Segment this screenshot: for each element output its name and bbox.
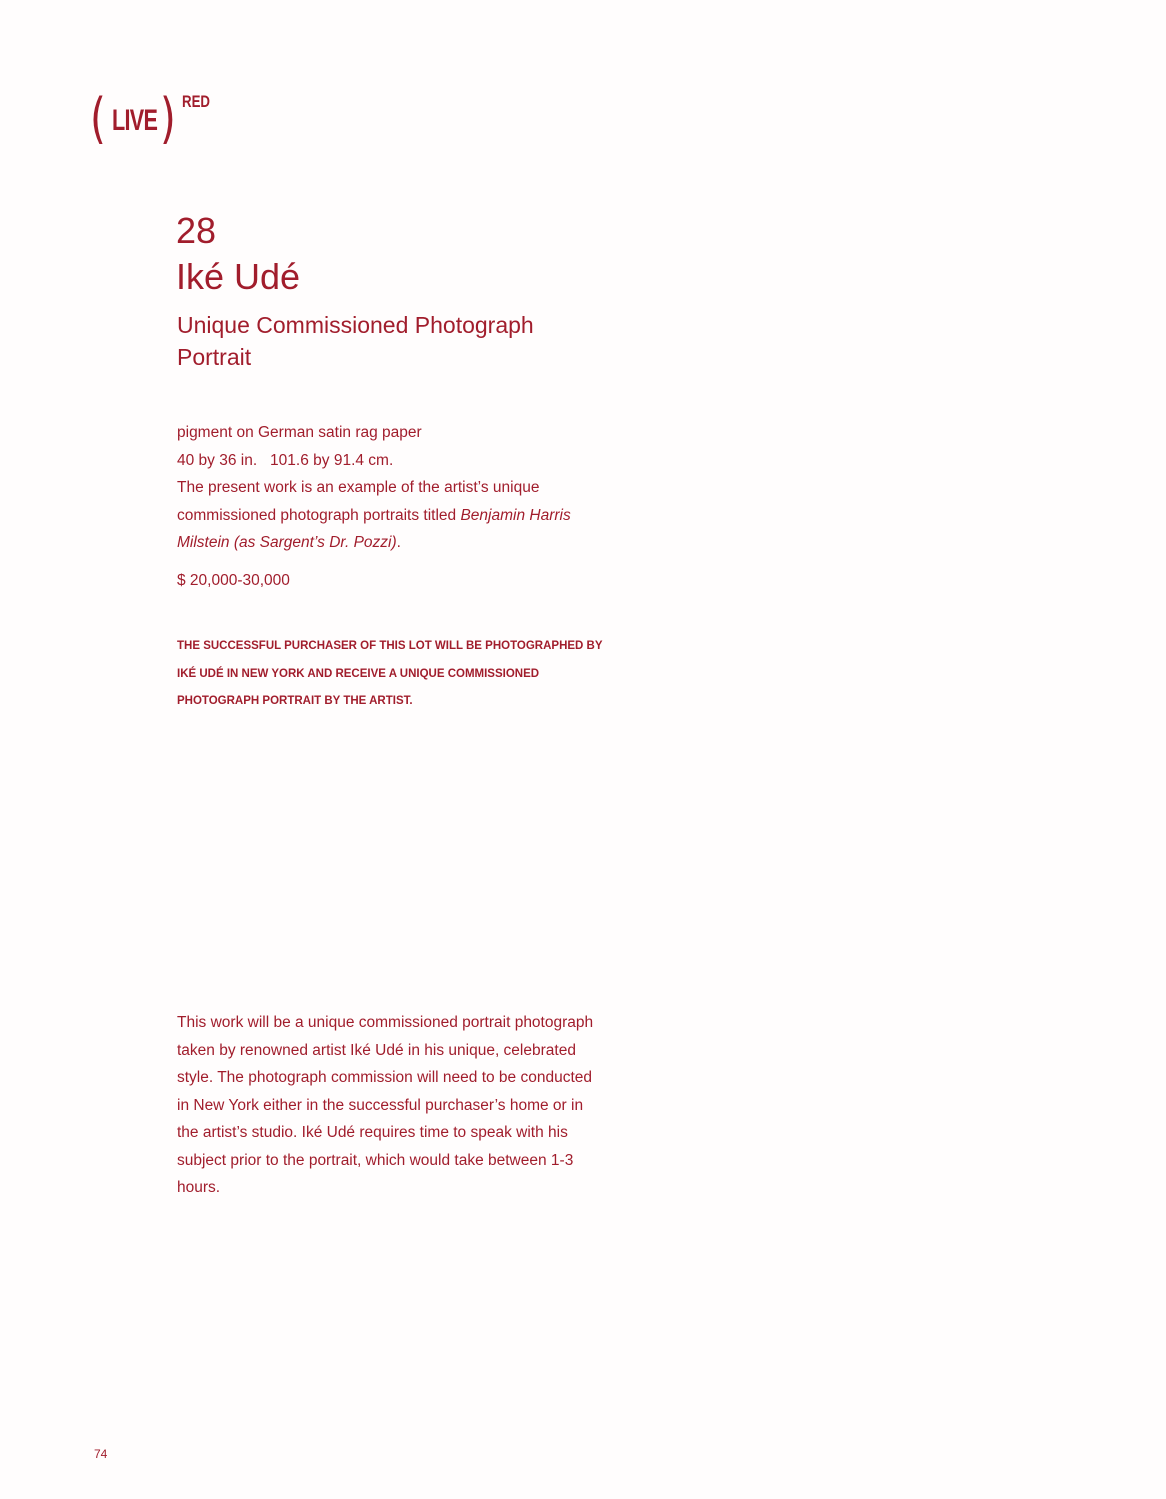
logo-paren-open: ( [90, 87, 106, 150]
lot-title [177, 309, 617, 373]
lot-number: 28 [176, 210, 217, 251]
lot-title-line-1: Unique Commissioned Photograph [177, 312, 534, 338]
page-number: 74 [94, 1447, 108, 1461]
estimate: $ 20,000-30,000 [177, 572, 290, 589]
lot-details [177, 419, 607, 557]
note-end: . [396, 534, 401, 551]
lot-description: This work will be a unique commissioned portrait photograph taken by renowned artist Iké Udé in his unique, celebrated style. The photograph commission will need to be conducted in New York either in the successful purchaser’s home or in the artist’s studio. Iké Udé requires time to speak with his subject prior to the portrait, which would take between 1-3 hours. [177, 1014, 594, 1196]
note-work-title: Benjamin Harris Milstein (as Sargent’s Dr. Pozzi) [177, 506, 571, 551]
logo-live-text: LIVE [112, 104, 158, 137]
logo-paren-close: ) [160, 87, 176, 150]
logo-red-text: RED [182, 92, 211, 111]
medium: pigment on German satin rag paper [177, 424, 422, 441]
provenance-note [177, 474, 607, 557]
purchaser-notice: THE SUCCESSFUL PURCHASER OF THIS LOT WILL BE PHOTOGRAPHED BY IKÉ UDÉ IN NEW YORK AND RECEIVE A UNIQUE COMMISSIONED PHOTOGRAPH PORTRAIT BY THE ARTIST. [177, 640, 603, 707]
live-red-logo [90, 88, 230, 158]
lot-title-line-2: Portrait [177, 344, 252, 370]
artist-name: Iké Udé [176, 256, 301, 297]
dimensions: 40 by 36 in. 101.6 by 91.4 cm. [177, 451, 394, 469]
note-intro: The present work is an example of the artist’s unique commissioned photograph portraits titled [177, 479, 540, 524]
